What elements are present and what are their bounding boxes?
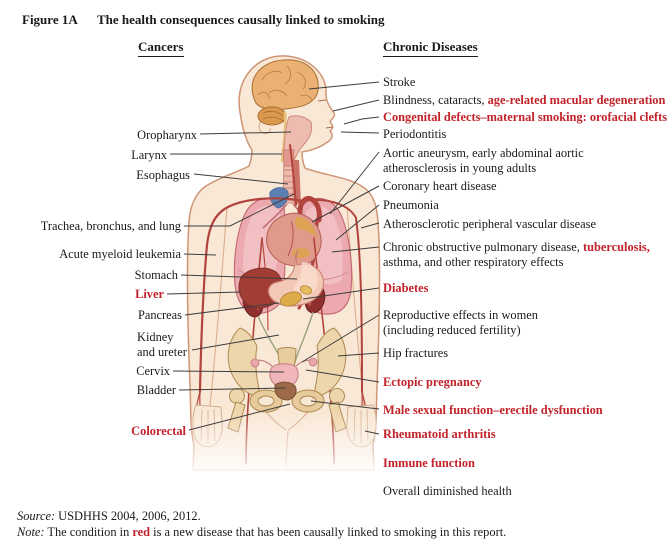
disease-label-coronary: Coronary heart disease (383, 179, 497, 193)
cancer-label-colorectal: Colorectal (131, 424, 186, 438)
disease-label-rheumatoid-arthritis: Rheumatoid arthritis (383, 427, 496, 441)
cancer-label-kidney-ureter (137, 330, 187, 359)
cancers-header: Cancers (138, 39, 184, 57)
bottom-fade (168, 412, 408, 497)
copd-red-text: tuberculosis, (582, 240, 650, 254)
note-post: is a new disease that has been causally linked to smoking in this report. (150, 525, 507, 539)
note-red-word: red (132, 525, 151, 539)
disease-label-diabetes: Diabetes (383, 281, 429, 295)
leader-periodontitis (341, 132, 379, 133)
note-pre: The condition in (44, 525, 133, 539)
aortic-line1: Aortic aneurysm, early abdominal aortic (383, 146, 584, 160)
cancer-label-acute-myeloid-leukemia: Acute myeloid leukemia (59, 247, 181, 261)
cancer-label-esophagus: Esophagus (136, 168, 190, 182)
disease-label-aortic-aneurysm (383, 146, 584, 175)
disease-label-congenital-defects: Congenital defects–maternal smoking: orofacial clefts (383, 110, 668, 124)
disease-label-atherosclerotic: Atherosclerotic peripheral vascular disease (383, 217, 596, 231)
leader-congenital (344, 117, 379, 124)
aortic-line2: atherosclerosis in young adults (383, 160, 537, 175)
cancer-label-stomach: Stomach (134, 268, 178, 282)
source-text: USDHHS 2004, 2006, 2012. (55, 509, 201, 523)
cancer-label-liver: Liver (135, 287, 164, 301)
figure-title: The health consequences causally linked to smoking (97, 12, 385, 27)
disease-label-copd (383, 240, 650, 269)
disease-label-overall-health: Overall diminished health (383, 484, 512, 498)
cancer-label-trachea-bronchus-lung: Trachea, bronchus, and lung (40, 219, 181, 233)
source-label: Source: (17, 509, 56, 523)
disease-label-pneumonia: Pneumonia (383, 198, 439, 212)
note-label: Note: (17, 525, 45, 539)
disease-label-immune-function: Immune function (383, 456, 475, 470)
copd-line2: asthma, and other respiratory effects (383, 254, 564, 269)
note-line (17, 525, 506, 540)
disease-label-stroke: Stroke (383, 75, 416, 89)
reproductive-line1: Reproductive effects in women (383, 308, 538, 322)
disease-label-blindness (383, 93, 665, 108)
cancer-label-bladder: Bladder (136, 383, 176, 397)
chronic-diseases-header: Chronic Diseases (383, 39, 478, 57)
reproductive-line2: (including reduced fertility) (383, 322, 521, 337)
figure-label: Figure 1A (22, 12, 78, 27)
human-body-illustration (168, 56, 408, 497)
blindness-text: Blindness, cataracts, (383, 93, 488, 107)
copd-text: Chronic obstructive pulmonary disease, (383, 240, 583, 254)
disease-label-hip-fractures: Hip fractures (383, 346, 449, 360)
cancer-label-oropharynx: Oropharynx (137, 128, 197, 142)
cancer-label-pancreas: Pancreas (137, 308, 182, 322)
kidney-line2: and ureter (137, 344, 187, 359)
disease-label-ectopic-pregnancy: Ectopic pregnancy (383, 375, 482, 389)
cancer-label-cervix: Cervix (136, 364, 170, 378)
blindness-red-text: age-related macular degeneration (487, 93, 666, 107)
source-line (17, 509, 201, 524)
cancer-label-larynx: Larynx (131, 148, 167, 162)
kidney-line1: Kidney (137, 330, 174, 344)
leader-blindness (333, 100, 379, 111)
disease-label-male-sexual-function: Male sexual function–erectile dysfunction (383, 403, 603, 417)
cerebellum (258, 107, 286, 125)
disease-label-reproductive (383, 308, 538, 337)
disease-label-periodontitis: Periodontitis (383, 127, 447, 141)
